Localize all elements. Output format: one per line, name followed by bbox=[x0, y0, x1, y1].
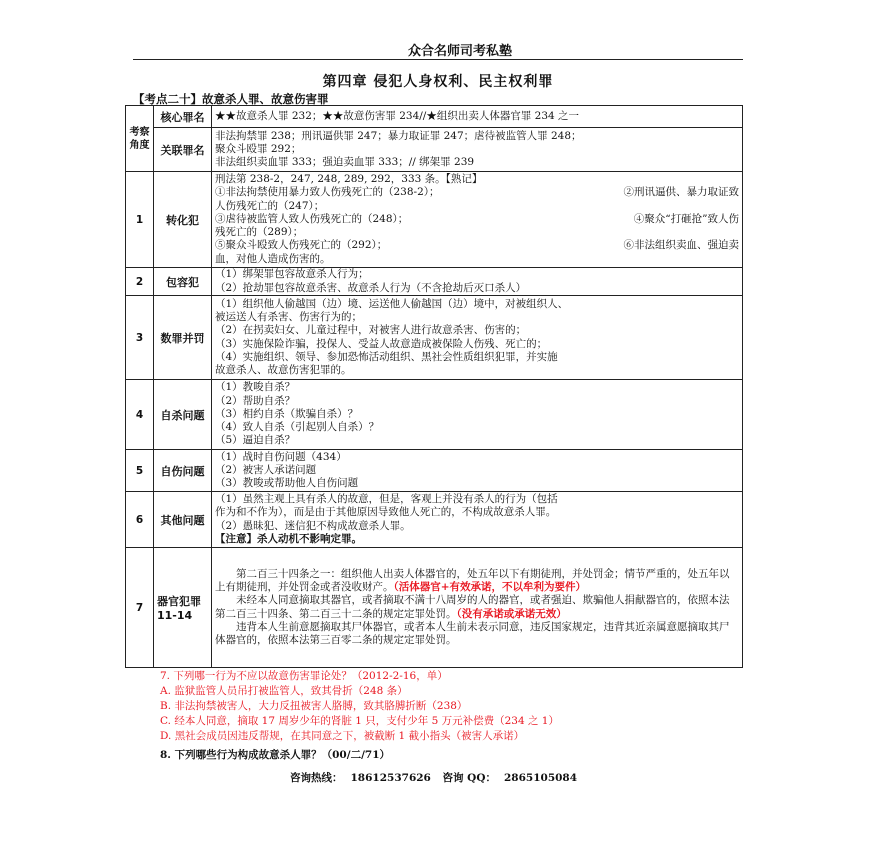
row-label-related-crimes: 关联罪名 bbox=[154, 128, 212, 172]
row-number: 3 bbox=[126, 296, 154, 380]
text-line: （3）教唆或帮助他人自伤问题 bbox=[215, 477, 359, 490]
text-line: （2）在拐卖妇女、儿童过程中，对被害人进行故意杀害、伤害的； bbox=[215, 324, 527, 337]
row-label-combined-punishment: 数罪并罚 bbox=[154, 296, 212, 380]
text-line: （1）虽然主观上具有杀人的故意，但是，客观上并没有杀人的行为（包括 bbox=[215, 492, 558, 505]
text-line: 聚众斗殴罪 292； bbox=[215, 142, 302, 155]
table-row bbox=[126, 380, 743, 450]
page-footer bbox=[290, 770, 585, 785]
table-row bbox=[126, 548, 743, 668]
question-8: 8. 下列哪些行为构成故意杀人罪？（00/二/71） bbox=[160, 749, 391, 761]
text-line: 刑法第 238-2，247, 248, 289, 292，333 条。【熟记】 bbox=[215, 172, 483, 185]
hotline-label: 咨询热线： bbox=[290, 772, 343, 784]
text-line: （3）相约自杀（欺骗自杀）？ bbox=[215, 407, 359, 420]
text-line: 非法拘禁罪 238；刑讯逼供罪 247；暴力取证罪 247；虐待被监管人罪 248； bbox=[215, 129, 582, 142]
text-line: （3）实施保险诈骗，投保人、受益人故意造成被保险人伤残、死亡的； bbox=[215, 337, 548, 350]
text-line: （2）帮助自杀？ bbox=[215, 394, 296, 407]
row-number: 1 bbox=[126, 172, 154, 268]
table-row bbox=[126, 492, 743, 548]
row-content-combined-punishment bbox=[212, 296, 743, 380]
text-line: （1）组织他人偷越国（边）境、运送他人偷越国（边）境中，对被组织人、 bbox=[215, 297, 569, 310]
row-content-organ-crime bbox=[212, 548, 743, 668]
question-7 bbox=[160, 669, 559, 744]
row-number: 7 bbox=[126, 548, 154, 668]
row-content-inclusion bbox=[212, 268, 743, 296]
row-label-transformation: 转化犯 bbox=[154, 172, 212, 268]
row-content-core-crime bbox=[212, 106, 743, 128]
header-divider bbox=[133, 59, 743, 60]
text-line: ★★故意杀人罪 232；★★故意伤害罪 234//★组织出卖人体器官罪 234 之一 bbox=[215, 109, 580, 122]
table-row bbox=[126, 172, 743, 268]
question-option: C. 经本人同意，摘取 17 周岁少年的肾脏 1 只，支付少年 5 万元补偿费（234 之 1） bbox=[160, 715, 559, 727]
table-row bbox=[126, 268, 743, 296]
text-line: 被运送人有杀害、伤害行为的； bbox=[215, 310, 362, 323]
row-label-sub: 11-14 bbox=[157, 609, 193, 622]
topic-title: 【考点二十】故意杀人罪、故意伤害罪 bbox=[133, 92, 329, 106]
table-row bbox=[126, 450, 743, 492]
row-label-self-harm: 自伤问题 bbox=[154, 450, 212, 492]
text-line: 人伤残死亡的（247）； bbox=[215, 199, 325, 212]
qq-label: 咨询 QQ： bbox=[442, 772, 496, 784]
row-number: 6 bbox=[126, 492, 154, 548]
aspect-label-cell: 考察角度 bbox=[126, 106, 154, 172]
highlight-text: （没有承诺或承诺无效） bbox=[456, 607, 567, 620]
text-line: 作为和不作为），而是由于其他原因导致他人死亡的，不构成故意杀人罪。 bbox=[215, 506, 557, 519]
text-line: （2）愚昧犯、迷信犯不构成故意杀人罪。 bbox=[215, 519, 411, 532]
text-line: （4）致人自杀（引起别人自杀）？ bbox=[215, 421, 380, 434]
row-content-self-harm bbox=[212, 450, 743, 492]
hotline-number: 18612537626 bbox=[350, 772, 431, 784]
row-content-transformation bbox=[212, 172, 743, 268]
highlight-text: （活体器官+有效承诺，不以牟利为要件） bbox=[393, 580, 587, 593]
paragraph: 第二百三十四条之一：组织他人出卖人体器官的，处五年以下有期徒刑，并处罚金；情节严重的，处五年以上有期徒刑，并处罚金或者没收财产。（活体器官+有效承诺，不以牟利为要件） bbox=[215, 567, 730, 593]
table-row bbox=[126, 106, 743, 128]
text-line: （4）实施组织、领导、参加恐怖活动组织、黑社会性质组织犯罪，并实施 bbox=[215, 350, 558, 363]
text-line: ⑤聚众斗殴致人伤残死亡的（292）； ⑥非法组织卖血、强迫卖 bbox=[215, 239, 739, 252]
row-number: 5 bbox=[126, 450, 154, 492]
page-header-brand: 众合名师司考私塾 bbox=[407, 44, 512, 59]
crime-table bbox=[125, 105, 743, 668]
text-line: （1）战时自伤问题（434） bbox=[215, 450, 347, 463]
question-option: B. 非法拘禁被害人，大力反扭被害人胳膊，致其胳膊折断（238） bbox=[160, 700, 468, 712]
text-line: （5）逼迫自杀？ bbox=[215, 434, 296, 447]
text-line: 故意杀人、故意伤害犯罪的。 bbox=[215, 364, 352, 377]
text-line: （2）被害人承诺问题 bbox=[215, 463, 317, 476]
qq-number: 2865105084 bbox=[503, 772, 578, 784]
row-label-core-crime: 核心罪名 bbox=[154, 106, 212, 128]
row-label-organ-crime bbox=[154, 548, 212, 668]
row-content-other-issues bbox=[212, 492, 743, 548]
row-label-text: 器官犯罪 bbox=[157, 595, 201, 608]
text-line: ③虐待被监管人致人伤残死亡的（248）； ④聚众“打砸抢”致人伤 bbox=[215, 212, 739, 225]
question-stem: 7. 下列哪一行为不应以故意伤害罪论处？（2012-2-16，单） bbox=[160, 670, 448, 682]
question-option: D. 黑社会成员因违反帮规，在其同意之下，被截断 1 截小指头（被害人承诺） bbox=[160, 730, 525, 742]
row-label-other-issues: 其他问题 bbox=[154, 492, 212, 548]
row-content-related-crimes bbox=[212, 128, 743, 172]
text-line: （1）教唆自杀？ bbox=[215, 381, 296, 394]
text-line: ①非法拘禁使用暴力致人伤残死亡的（238-2）； ②刑讯逼供、暴力取证致 bbox=[215, 186, 739, 199]
text-line: 残死亡的（289）； bbox=[215, 226, 304, 239]
row-label-suicide: 自杀问题 bbox=[154, 380, 212, 450]
row-label-inclusion: 包容犯 bbox=[154, 268, 212, 296]
paragraph: 违背本人生前意愿摘取其尸体器官，或者本人生前未表示同意，违反国家规定，违背其近亲属意愿摘取其尸体器官的，依照本法第三百零二条的规定定罪处罚。 bbox=[215, 620, 730, 647]
table-row bbox=[126, 128, 743, 172]
text-line: 血，对他人造成伤害的。 bbox=[215, 252, 331, 265]
text-line: 非法组织卖血罪 333；强迫卖血罪 333；// 绑架罪 239 bbox=[215, 156, 475, 169]
text-line: （2）抢劫罪包容故意杀害、故意杀人行为（不含抢劫后灭口杀人） bbox=[215, 281, 527, 294]
row-number: 4 bbox=[126, 380, 154, 450]
row-content-suicide bbox=[212, 380, 743, 450]
note-line: 【注意】杀人动机不影响定罪。 bbox=[215, 532, 362, 545]
question-option: A. 监狱监管人员吊打被监管人，致其骨折（248 条） bbox=[160, 685, 408, 697]
row-number: 2 bbox=[126, 268, 154, 296]
paragraph: 未经本人同意摘取其器官，或者摘取不满十八周岁的人的器官，或者强迫、欺骗他人捐献器官的，依照本法第二百三十四条、第二百三十二条的规定定罪处罚。（没有承诺或承诺无效） bbox=[215, 594, 730, 620]
table-row bbox=[126, 296, 743, 380]
text-line: （1）绑架罪包容故意杀人行为； bbox=[215, 268, 369, 281]
chapter-title: 第四章 侵犯人身权利、民主权利罪 bbox=[322, 74, 554, 90]
